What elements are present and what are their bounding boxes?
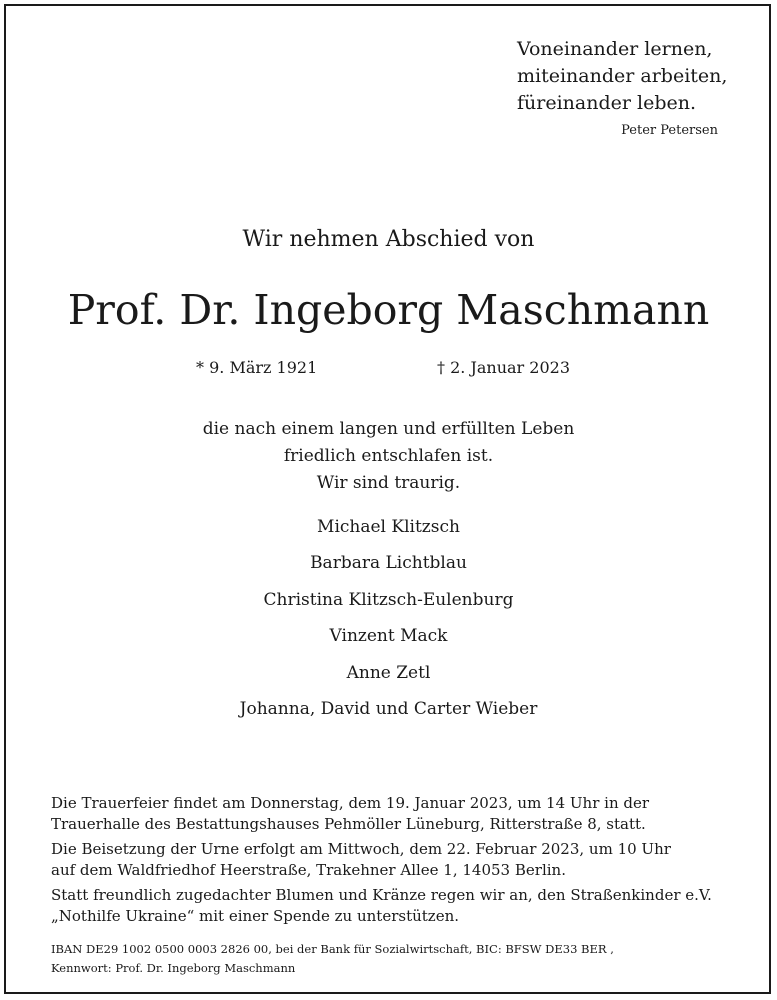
mourner-name: Anne Zetl (346, 662, 431, 683)
mourners-list (0, 515, 777, 733)
quote-line: miteinander arbeiten, (517, 65, 728, 87)
burial-info (51, 839, 751, 881)
ceremony-line: Die Trauerfeier findet am Donnerstag, dem 19. Januar 2023, um 14 Uhr in der (51, 794, 650, 812)
birth-date: * 9. März 1921 (196, 358, 318, 377)
statement-line: friedlich entschlafen ist. (283, 446, 494, 466)
ceremony-info (51, 793, 751, 835)
mourner-name: Vinzent Mack (329, 626, 448, 647)
death-date: † 2. Januar 2023 (437, 358, 570, 377)
service-info (51, 793, 751, 931)
bank-details (51, 940, 751, 978)
statement-line: die nach einem langen und erfüllten Leben (202, 419, 575, 439)
bank-line: IBAN DE29 1002 0500 0003 2826 00, bei der Bank für Sozialwirtschaft, BIC: BFSW DE33 BER , (51, 942, 614, 956)
quote-line: Voneinander lernen, (517, 38, 713, 60)
donation-line: „Nothilfe Ukraine“ mit einer Spende zu unterstützen. (51, 907, 460, 925)
donation-info (51, 885, 751, 927)
burial-line: auf dem Waldfriedhof Heerstraße, Trakehner Allee 1, 14053 Berlin. (51, 861, 566, 879)
intro-heading: Wir nehmen Abschied von (242, 227, 535, 252)
quote-line: füreinander leben. (517, 92, 697, 114)
mourner-name: Barbara Lichtblau (310, 553, 467, 574)
ceremony-line: Trauerhalle des Bestattungshauses Pehmöller Lüneburg, Ritterstraße 8, statt. (51, 815, 646, 833)
bank-line: Kennwort: Prof. Dr. Ingeborg Maschmann (51, 961, 296, 975)
statement-line: Wir sind traurig. (316, 473, 461, 493)
burial-line: Die Beisetzung der Urne erfolgt am Mittwoch, dem 22. Februar 2023, um 10 Uhr (51, 840, 671, 858)
mourner-name: Christina Klitzsch-Eulenburg (263, 589, 514, 610)
mourner-name: Michael Klitzsch (317, 517, 460, 537)
deceased-name: Prof. Dr. Ingeborg Maschmann (67, 286, 710, 334)
mourner-name: Johanna, David und Carter Wieber (239, 698, 538, 719)
statement (0, 416, 777, 497)
donation-line: Statt freundlich zugedachter Blumen und Kränze regen wir an, den Straßenkinder e.V. (51, 886, 712, 904)
quote-author: Peter Petersen (621, 123, 718, 138)
epigraph-quote (517, 36, 767, 117)
